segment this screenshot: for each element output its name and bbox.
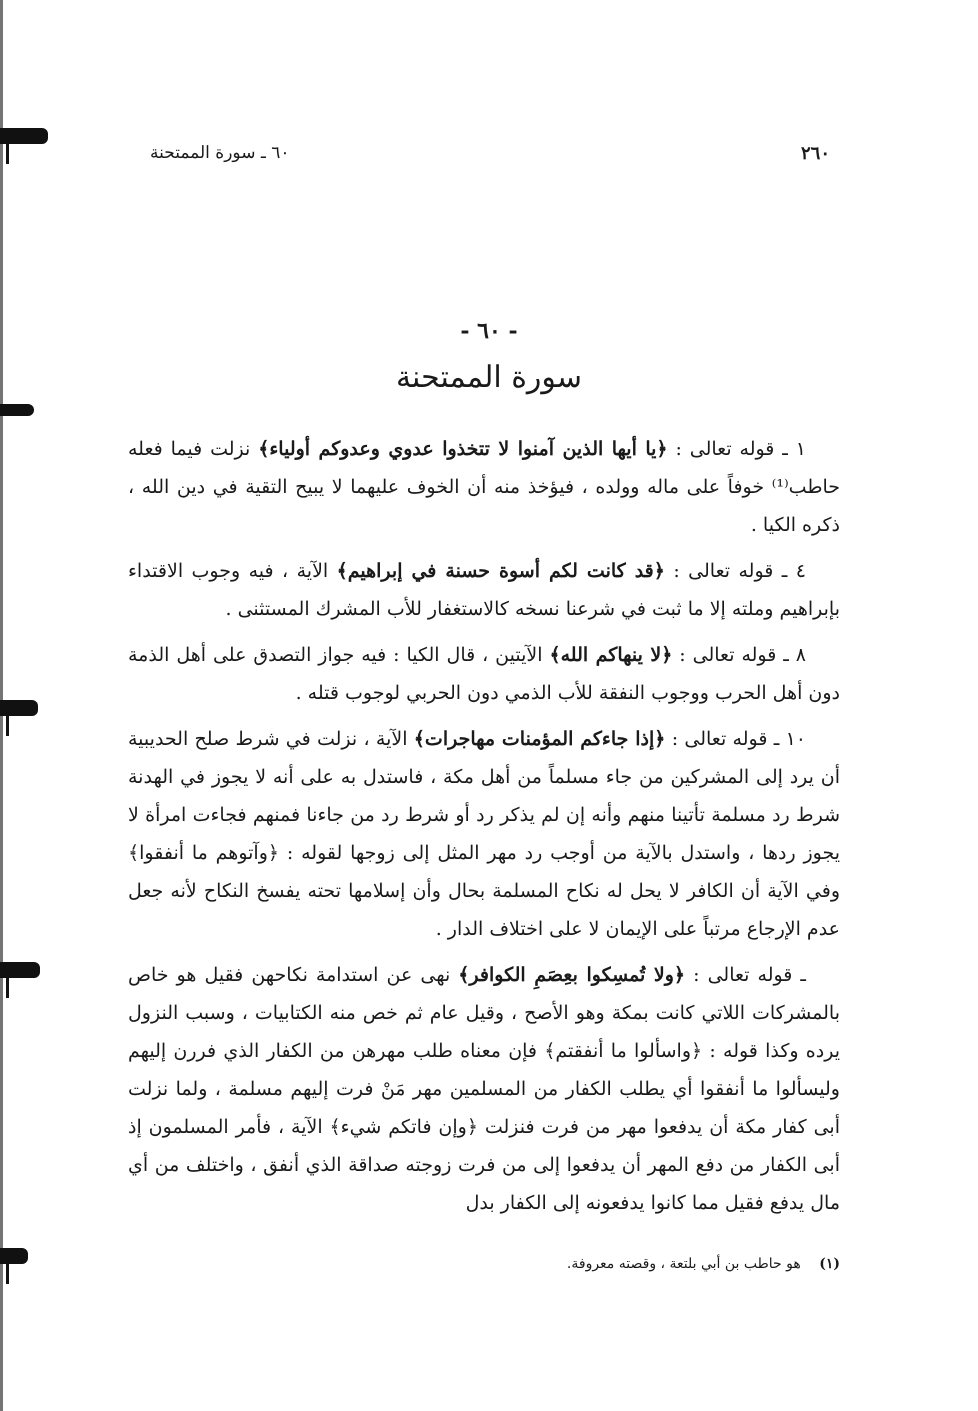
commentary-paragraph <box>128 720 840 948</box>
surah-title: سورة الممتحنة <box>395 360 583 395</box>
surah-number: - ٦٠ - <box>460 318 518 344</box>
footnote-mark: (١) <box>819 1256 840 1272</box>
commentary-paragraph <box>128 636 840 712</box>
paragraph-text: نزلت فيما فعله حاطب⁽¹⁾ خوفاً على ماله وولده ، فيؤخذ منه أن الخوف عليهما لا يبيح التقية في دين الله ، ذكره الكيا . <box>128 438 840 536</box>
paragraph-text: الآيتين ، قال الكيا : فيه جواز التصدق على أهل الذمة دون أهل الحرب ووجوب النفقة للأب الذمي دون الحربي لوجوب قتله . <box>128 644 840 704</box>
paragraph-lead: ١ ـ قوله تعالى : <box>667 438 806 460</box>
footnote-text: هو حاطب بن أبي بلتعة ، وقصته معروفة. <box>566 1256 801 1272</box>
paragraph-text: الآية ، نزلت في شرط صلح الحديبية أن يرد إلى المشركين من جاء مسلماً من أهل مكة ، فاستدل به على أنه لا يجوز في الهدنة شرط رد مسلمة تأتينا منهم وأنه إن لم يذكر رد أو شرط رد من جاءنا فمنهم فجاءت امرأة لا يجوز ردها ، واستدل بالآية من أوجب رد مهر المثل إلى زوجها لقوله : ﴿وآتوهم ما أنفقوا﴾ وفي الآية أن الكافر لا يحل له نكاح المسلمة بحال وأن إسلامها تحته يفسخ النكاح لأنه جعل عدم الإرجاع مرتباً على الإيمان لا على اختلاف الدار . <box>128 728 840 940</box>
quranic-quote: ﴿لا ينهاكم الله﴾ <box>549 644 673 666</box>
quranic-quote: ﴿ولا تُمسِكوا بعِصَمِ الكوافر﴾ <box>458 964 686 986</box>
paragraph-text: نهى عن استدامة نكاحهن فقيل هو خاص بالمشركات اللاتي كانت بمكة وهو الأصح ، وقيل عام ثم خص منه الكتابيات ، وسبب النزول يرده وكذا قوله : ﴿واسألوا ما أنفقتم﴾ فإن معناه طلب مهرهن من الكفار الذي فررن إليهم وليسألوا ما أنفقوا أي يطلب الكفار من المسلمين مهر مَنْ فرت إليهم مسلمة ، ولما نزلت أبى كفار مكة أن يدفعوا مهر من فرت فنزلت ﴿وإن فاتكم شيء﴾ الآية ، فأمر المسلمون إذ أبى الكفار من دفع المهر أن يدفعوا إلى من فرت زوجته صداقة الذي أنفق ، واختلف من أي مال يدفع فقيل مما كانوا يدفعونه إلى الكفار بدل <box>128 964 840 1214</box>
quranic-quote: ﴿يا أيها الذين آمنوا لا تتخذوا عدوي وعدوكم أولياء﴾ <box>258 438 668 460</box>
paragraph-lead: ١٠ ـ قوله تعالى : <box>665 728 806 750</box>
paragraph-text: الآية ، فيه وجوب الاقتداء بإبراهيم وملته إلا ما ثبت في شرعنا نسخه كالاستغفار للأب المشرك المستثنى . <box>128 560 840 620</box>
margin-tab <box>0 1248 28 1264</box>
quranic-quote: ﴿إذا جاءكم المؤمنات مهاجرات﴾ <box>413 728 666 750</box>
page-body <box>128 430 840 1230</box>
margin-tab <box>0 128 48 144</box>
paragraph-lead: ٤ ـ قوله تعالى : <box>664 560 806 582</box>
paragraph-lead: ـ قوله تعالى : <box>685 964 806 986</box>
commentary-paragraph <box>128 552 840 628</box>
running-title: ٦٠ ـ سورة الممتحنة <box>150 143 290 163</box>
quranic-quote: ﴿قد كانت لكم أسوة حسنة في إبراهيم﴾ <box>336 560 665 582</box>
margin-tab <box>0 700 38 716</box>
paragraph-lead: ٨ ـ قوله تعالى : <box>672 644 806 666</box>
commentary-paragraph <box>128 956 840 1222</box>
margin-tab <box>0 404 34 416</box>
page-header <box>150 138 830 168</box>
footnote <box>128 1256 840 1272</box>
margin-tab <box>0 962 40 978</box>
page-number: ٢٦٠ <box>800 142 830 164</box>
commentary-paragraph <box>128 430 840 544</box>
